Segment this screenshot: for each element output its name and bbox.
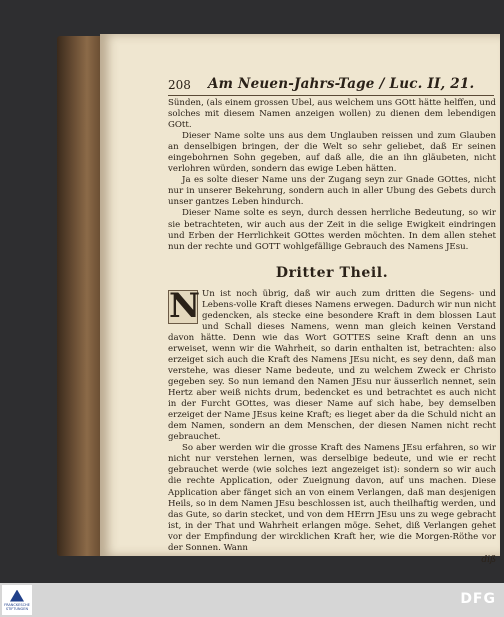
paragraph-4: Dieser Name solte es seyn, durch dessen herrliche Bedeutung, so wir sie betrachteten, wir auch aus der Zeit in die selige Ewigkeit eindringen und Erben der Herrlichkeit GOttes werden möchten. In dem allen stehet nun der rechte und GOTT wohlgefällige Gebrauch des Namens JEsu. <box>168 208 496 252</box>
page-number: 208 <box>168 78 191 92</box>
paragraph-6: So aber werden wir die grosse Kraft des Namens JEsu erfahren, so wir nicht nur verstehen lernen, was derselbige bedeute, und wie er recht gebrauchet werde (wie solches iezt angezeiget ist): sondern so wir auch die rechte Application, oder Zueignung davon, auf uns machen. Diese Application aber fänget sich an von einem Verlangen, daß man desjenigen Heils, so in dem Namen JEsu beschlossen ist, auch theilhaftig werden, und das Gute, so darin stecket, und von dem HErrn JEsu uns zu wege gebracht ist, in der That und Wahrheit erlangen möge. Sehet, diß Verlangen gehet vor der Empfindung der wircklichen Kraft her, wie die Morgen-Röthe vor der Sonnen. Wann <box>168 443 496 553</box>
drop-cap: N <box>169 285 201 326</box>
section-title: Dritter Theil. <box>275 264 389 281</box>
body-text <box>168 98 496 566</box>
book-page <box>100 34 500 565</box>
catchword: diß <box>481 554 496 565</box>
paragraph-1: Sünden, (als einem grossen Ubel, aus welchem uns GOtt hätte helffen, und solches mit diesem Namen anzeigen wollen) zu dienen dem lebendigen GOtt. <box>168 98 496 131</box>
page-header <box>168 68 494 92</box>
header-rule <box>168 95 494 96</box>
paragraph-2: Dieser Name solte uns aus dem Unglauben reissen und zum Glauben an denselbigen bringen, der die Welt so sehr geliebet, daß Er seinen eingebohrnen Sohn gegeben, auf daß alle, die an ihn gläubeten, nicht verlohren würden, sondern das ewige Leben hätten. <box>168 131 496 175</box>
footer-bar <box>0 583 504 617</box>
francke-logo <box>2 585 32 615</box>
dfg-logo: DFG <box>460 591 496 607</box>
francke-logo-text: FRANCKESCHE STIFTUNGEN <box>4 602 30 611</box>
running-head: Am Neuen-Jahrs-Tage / Luc. II, 21. <box>208 76 475 92</box>
francke-logo-icon <box>10 590 24 602</box>
paragraph-5-text: Un ist noch übrig, daß wir auch zum dritten die Segens- und Lebens-volle Kraft dieses Namens erwegen. Dadurch wir nun nicht gedencken, als stecke eine besondere Kraft in dem blossen Laut und Schall dieses Namens, wenn man gleich keinen Verstand davon hätte. Denn wie das Wort GOTTES seine Kraft denn an uns erweiset, wenn wir die Wahrheit, so darin enthalten ist, betrachten: also erzeiget sich auch die Kraft des Namens JEsu nicht, es sey denn, daß man verstehe, was dieser Name bedeute, und zu welchem Zweck er Christo gegeben sey. So nun iemand den Namen JEsu nur äusserlich nennet, sein Hertz aber weiß nichts drum, bedencket es und betrachtet es auch nicht in der Furcht GOttes, was dieser Name auf sich habe, bey demselben erzeiget der Name JEsus keine Kraft; es lieget aber da die Schuld nicht an dem Namen, sondern an dem Menschen, der diesen Namen nicht recht gebrauchet. <box>168 288 496 443</box>
paragraph-5 <box>168 285 496 444</box>
paragraph-3: Ja es solte dieser Name uns der Zugang seyn zur Gnade GOttes, nicht nur in unserer Bekehrung, sondern auch in aller Ubung des Gebets durch unser gantzes Leben hindurch. <box>168 175 496 208</box>
